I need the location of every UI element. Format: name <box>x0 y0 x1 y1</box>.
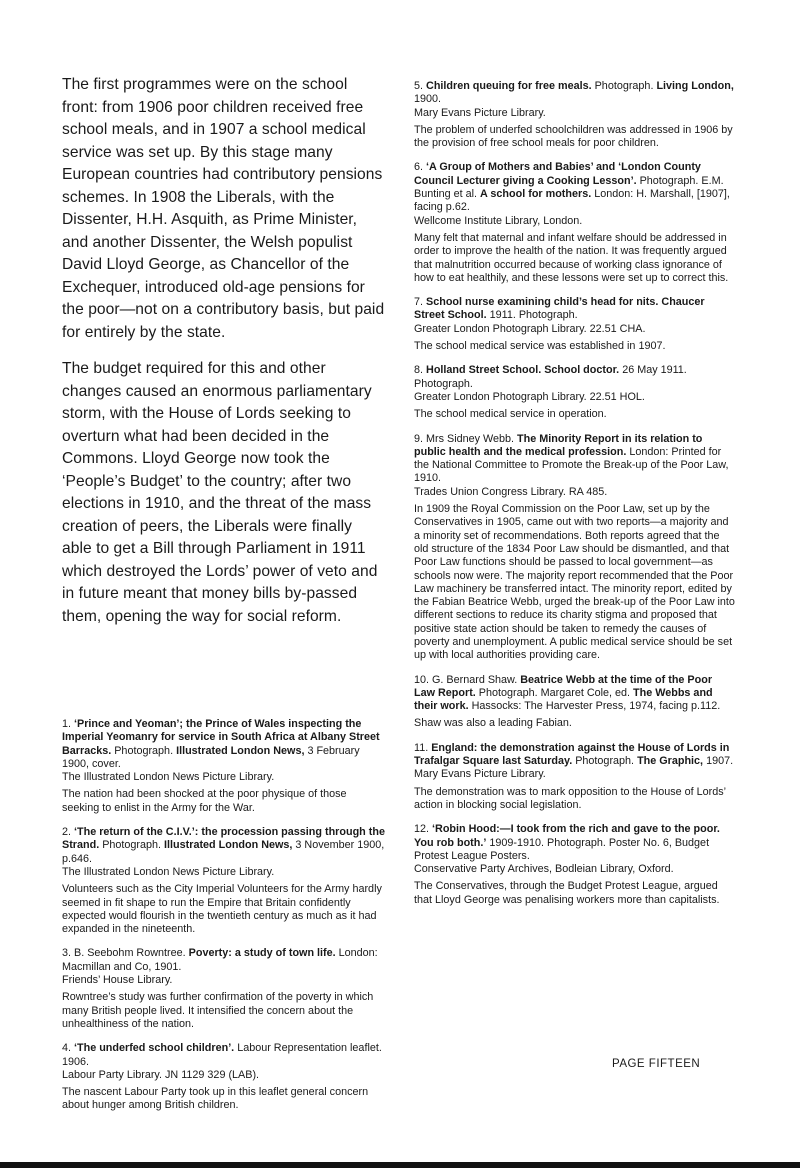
caption-note: Volunteers such as the City Imperial Volunteers for the Army hardly seemed in fit shape to run the Empire that Britain confidently expected would flourish in the twentieth century as much as it had expanded in the nineteenth. <box>62 883 382 936</box>
caption-detail: Photograph. <box>594 80 654 92</box>
column-spacer <box>62 642 386 718</box>
caption-detail: Mrs Sidney Webb. <box>426 432 515 445</box>
caption-detail: 1909-1910. Photograph. Poster No. 6, Budget Protest League Posters. <box>414 836 710 862</box>
caption-source: Trades Union Congress Library. RA 485. <box>414 485 608 498</box>
caption-source: Mary Evans Picture Library. <box>414 768 546 781</box>
caption-number: 7. <box>414 296 424 309</box>
caption-number: 6. <box>414 161 424 174</box>
caption-item <box>414 161 736 285</box>
caption-source: Mary Evans Picture Library. <box>414 106 546 119</box>
caption-item <box>62 718 386 815</box>
caption-detail: 26 May 1911. Photograph. <box>414 364 687 390</box>
caption-work-title: Living London, <box>656 80 734 92</box>
caption-citation <box>62 1042 386 1069</box>
caption-item <box>414 433 736 663</box>
caption-work-title: The Minority Report in its relation to public health and the medical profession. <box>414 432 703 458</box>
caption-title: England: the demonstration against the House of Lords in Trafalgar Square last Saturday. <box>414 741 730 768</box>
caption-note: Rowntree’s study was further confirmation of the poverty in which many British people lived. It intensified the concern about the unhealthiness of the nation. <box>62 991 374 1030</box>
caption-item <box>414 364 736 421</box>
caption-note: The demonstration was to mark opposition to the House of Lords’ action in blocking social legislation. <box>414 785 726 811</box>
caption-source: Friends’ House Library. <box>62 974 173 987</box>
caption-publication: Photograph. Margaret Cole, ed. <box>478 686 631 699</box>
caption-work-title: Illustrated London News, <box>176 744 305 757</box>
caption-citation <box>414 80 736 107</box>
caption-number: 3. <box>62 947 72 960</box>
caption-number: 5. <box>414 80 424 92</box>
caption-detail: G. Bernard Shaw. <box>432 673 518 686</box>
caption-citation <box>62 826 386 866</box>
caption-detail: B. Seebohm Rowntree. <box>74 947 186 960</box>
caption-work-title: Beatrice Webb at the time of the Poor Law Report. <box>414 673 713 699</box>
caption-title: ‘Prince and Yeoman’; the Prince of Wales inspecting the Imperial Yeomanry for service in South Africa at Albany Street Barracks. <box>62 718 380 757</box>
caption-number: 8. <box>414 364 424 377</box>
caption-citation <box>414 161 736 214</box>
caption-number: 2. <box>62 826 72 839</box>
page-number: PAGE FIFTEEN <box>612 1058 701 1070</box>
caption-note: Many felt that maternal and infant welfare should be addressed in order to improve the health of the nation. It was frequently argued that malnutrition occurred because of working class ignorance of how to eat healthily, and these lessons were set up to correct this. <box>414 231 729 284</box>
caption-title: ‘The return of the C.I.V.’: the procession passing through the Strand. <box>62 826 385 852</box>
caption-title: ‘The underfed school children’. <box>74 1042 235 1055</box>
caption-item <box>414 674 736 731</box>
caption-item <box>62 1042 386 1112</box>
caption-note: In 1909 the Royal Commission on the Poor Law, set up by the Conservatives in 1905, came out with two reports—a majority and a minority set of recommendations. Both reports agreed that the old structure of the 1834 Poor Law should be dismantled, and that Poor Law functions should be passed to local government—as schools now were. The majority report recommended that the Poor Law machinery be transferred intact. The minority report, edited by the Fabian Beatrice Webb, urged the break-up of the Poor Law into different sections to reduce its charity stigma and proposed that positive state action should be taken to remedy the causes of poverty and unemployment. A public medical service should be set up with local authorities providing care. <box>414 503 735 662</box>
caption-item <box>414 742 736 812</box>
caption-publication: London: H. Marshall, [1907], facing p.62. <box>414 188 730 214</box>
caption-source: Wellcome Institute Library, London. <box>414 214 583 227</box>
caption-source: Conservative Party Archives, Bodleian Library, Oxford. <box>414 863 674 876</box>
caption-number: 1. <box>62 718 72 730</box>
caption-publication: 3 November 1900, p.646. <box>62 839 385 865</box>
caption-publication: London: Printed for the National Committee to Promote the Break-up of the Poor Law, 1910. <box>414 445 729 485</box>
caption-note: The school medical service was established in 1907. <box>414 340 666 353</box>
caption-citation <box>62 947 386 974</box>
caption-note: Shaw was also a leading Fabian. <box>414 717 572 730</box>
caption-citation <box>414 823 736 863</box>
caption-note: The school medical service in operation. <box>414 408 607 421</box>
caption-source: The Illustrated London News Picture Library. <box>62 771 275 784</box>
caption-work-title: The Webbs and their work. <box>414 686 713 713</box>
caption-publication: Hassocks: The Harvester Press, 1974, facing p.112. <box>471 700 721 713</box>
caption-source: The Illustrated London News Picture Library. <box>62 865 275 878</box>
caption-number: 9. <box>414 432 424 445</box>
caption-detail: Photograph. <box>102 839 162 852</box>
caption-item <box>62 826 386 936</box>
intro-paragraph-2: The budget required for this and other changes caused an enormous parliamentary storm, with the House of Lords seeking to overturn what had been decided in the Commons. Lloyd George now took the ‘People’s Budget’ to the country; after two elections in 1910, and the threat of the mass creation of peers, the Liberals were finally able to get a Bill through Parliament in 1911 which destroyed the Lords’ power of veto and in future meant that money bills by-passed them, opening the way for social reform. <box>62 360 378 625</box>
caption-item <box>62 947 386 1031</box>
caption-note: The problem of underfed schoolchildren was addressed in 1906 by the provision of free school meals for poor children. <box>414 123 733 150</box>
caption-source: Greater London Photograph Library. 22.51 HOL. <box>414 390 645 403</box>
caption-detail: Photograph. E.M. Bunting et al. <box>414 174 724 201</box>
caption-detail: Photograph. <box>114 744 174 757</box>
caption-number: 4. <box>62 1042 72 1055</box>
caption-citation <box>414 674 736 714</box>
caption-publication: 1900. <box>414 93 442 106</box>
caption-number: 12. <box>414 823 430 836</box>
caption-citation <box>414 296 736 323</box>
caption-publication: 3 February 1900, cover. <box>62 744 360 770</box>
caption-title: School nurse examining child’s head for nits. Chaucer Street School. <box>414 296 705 322</box>
caption-list-left <box>62 718 386 1113</box>
caption-publication: 1907. <box>706 755 734 768</box>
caption-citation <box>414 364 736 391</box>
caption-work-title: The Graphic, <box>637 755 704 768</box>
intro-paragraph-1: The first programmes were on the school front: from 1906 poor children received free school meals, and in 1907 a school medical service was set up. By this stage many European countries had contributory pensions schemes. In 1908 the Liberals, with the Dissenter, H.H. Asquith, as Prime Minister, and another Dissenter, the Welsh populist David Lloyd George, as Chancellor of the Exchequer, introduced old-age pensions for the poor—not on a contributory basis, but paid for entirely by the state. <box>62 76 385 341</box>
caption-title: Children queuing for free meals. <box>426 80 592 92</box>
bottom-rule <box>0 1162 800 1168</box>
caption-citation <box>414 742 736 769</box>
caption-detail: 1911. Photograph. <box>489 309 578 322</box>
caption-number: 11. <box>414 741 429 754</box>
caption-detail: Photograph. <box>575 755 635 768</box>
caption-item <box>414 823 736 907</box>
caption-citation <box>62 718 386 771</box>
caption-number: 10. <box>414 673 430 686</box>
caption-item <box>414 80 736 150</box>
left-column <box>62 74 386 1124</box>
caption-publication: London: Macmillan and Co, 1901. <box>62 947 378 973</box>
caption-work-title: Poverty: a study of town life. <box>188 947 336 960</box>
caption-list-right <box>414 80 736 918</box>
caption-note: The Conservatives, through the Budget Protest League, argued that Lloyd George was penalising workers more than capitalists. <box>414 880 720 906</box>
caption-source: Greater London Photograph Library. 22.51 CHA. <box>414 322 646 335</box>
caption-work-title: Illustrated London News, <box>164 839 293 852</box>
caption-note: The nascent Labour Party took up in this leaflet general concern about hunger among British children. <box>62 1086 369 1112</box>
caption-title: Holland Street School. School doctor. <box>426 364 620 377</box>
caption-work-title: A school for mothers. <box>480 188 592 201</box>
caption-detail: Labour Representation leaflet. 1906. <box>62 1042 382 1068</box>
caption-source: Labour Party Library. JN 1129 329 (LAB). <box>62 1068 260 1081</box>
caption-citation <box>414 433 736 486</box>
caption-title: ‘A Group of Mothers and Babies’ and ‘London County Council Lecturer giving a Cooking Lesson’. <box>414 161 701 187</box>
caption-item <box>414 296 736 353</box>
caption-note: The nation had been shocked at the poor physique of those seeking to enlist in the Army for the War. <box>62 788 347 814</box>
caption-title: ‘Robin Hood:—I took from the rich and gave to the poor. You rob both.’ <box>414 823 720 849</box>
